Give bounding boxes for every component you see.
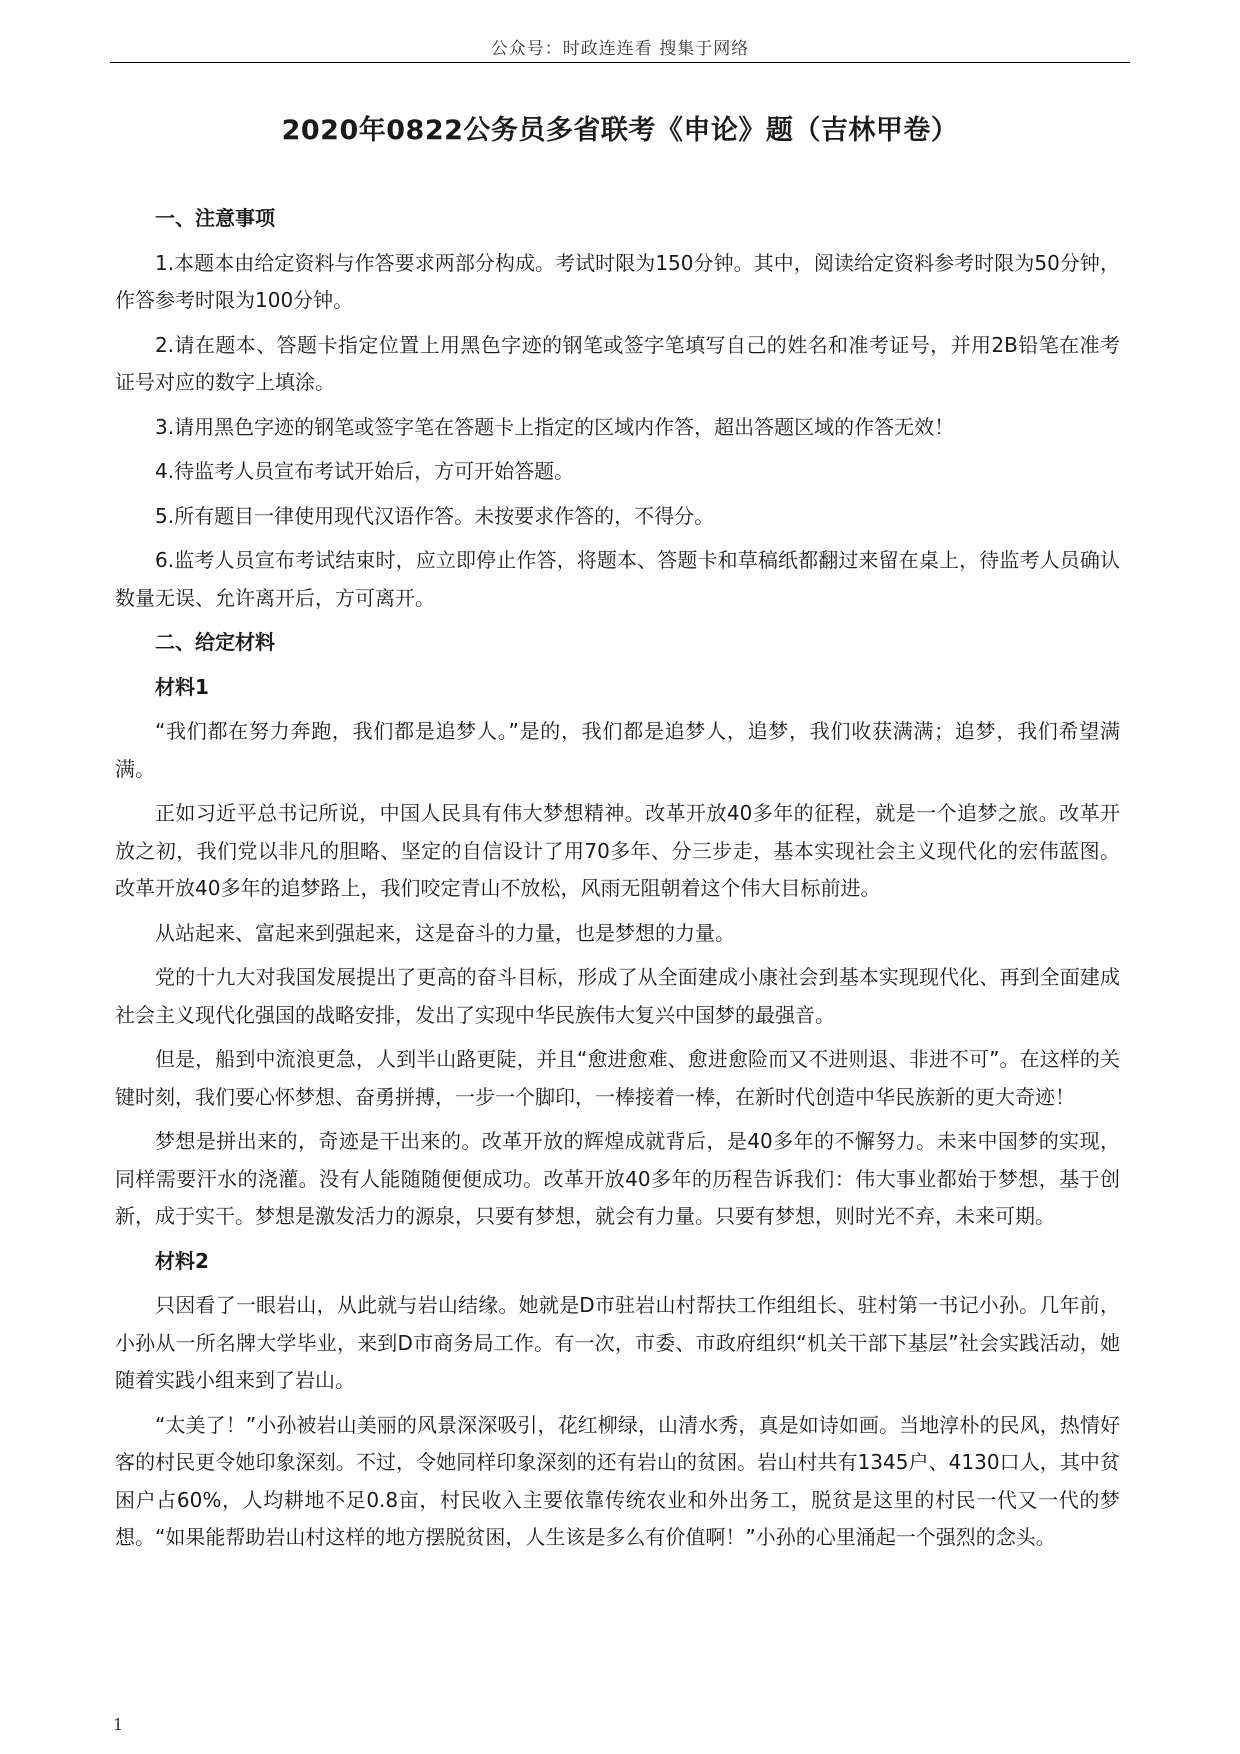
notice-item: 4.待监考人员宣布考试开始后，方可开始答题。 (155, 459, 575, 483)
page-header: 公众号：时政连连看 搜集于网络 (490, 39, 750, 59)
paragraph: “我们都在努力奔跑，我们都是追梦人。”是的，我们都是追梦人，追梦，我们收获满满；追梦，我们希望满满。 (115, 719, 1120, 781)
notice-item: 2.请在题本、答题卡指定位置上用黑色字迹的钢笔或签字笔填写自己的姓名和准考证号，并用2B铅笔在准考证号对应的数字上填涂。 (115, 332, 1120, 394)
header-divider (110, 62, 1130, 63)
page-number: 1 (113, 1715, 124, 1734)
document-body (115, 200, 1120, 1564)
document-title: 2020年0822公务员多省联考《申论》题（吉林甲卷） (281, 115, 959, 146)
paragraph: 正如习近平总书记所说，中国人民具有伟大梦想精神。改革开放40多年的征程，就是一个追梦之旅。改革开放之初，我们党以非凡的胆略、坚定的自信设计了用70多年、分三步走，基本实现社会主义现代化的宏伟蓝图。改革开放40多年的追梦路上，我们咬定青山不放松，风雨无阻朝着这个伟大目标前进。 (115, 801, 1120, 900)
section-heading-materials: 二、给定材料 (155, 630, 275, 654)
section-heading-notes: 一、注意事项 (155, 206, 275, 230)
material-1-heading: 材料1 (155, 674, 209, 699)
paragraph: 梦想是拼出来的，奇迹是干出来的。改革开放的辉煌成就背后，是40多年的不懈努力。未来中国梦的实现，同样需要汗水的浇灌。没有人能随随便便成功。改革开放40多年的历程告诉我们：伟大事业都始于梦想，基于创新，成于实干。梦想是激发活力的源泉，只要有梦想，就会有力量。只要有梦想，则时光不弃，未来可期。 (115, 1129, 1120, 1228)
paragraph: 但是，船到中流浪更急，人到半山路更陡，并且“愈进愈难、愈进愈险而又不进则退、非进不可”。在这样的关键时刻，我们要心怀梦想、奋勇拼搏，一步一个脚印，一棒接着一棒，在新时代创造中华民族新的更大奇迹！ (115, 1047, 1120, 1109)
paragraph: 从站起来、富起来到强起来，这是奋斗的力量，也是梦想的力量。 (155, 920, 735, 945)
material-2-heading: 材料2 (155, 1248, 209, 1273)
paragraph: “太美了！”小孙被岩山美丽的风景深深吸引，花红柳绿，山清水秀，真是如诗如画。当地淳朴的民风，热情好客的村民更令她印象深刻。不过，令她同样印象深刻的还有岩山的贫困。岩山村共有1345户、4130口人，其中贫困户占60%，人均耕地不足0.8亩，村民收入主要依靠传统农业和外出务工，脱贫是这里的村民一代又一代的梦想。“如果能帮助岩山村这样的地方摆脱贫困，人生该是多么有价值啊！”小孙的心里涌起一个强烈的念头。 (115, 1412, 1120, 1549)
notice-item: 1.本题本由给定资料与作答要求两部分构成。考试时限为150分钟。其中，阅读给定资料参考时限为50分钟，作答参考时限为100分钟。 (115, 250, 1120, 312)
notice-item: 3.请用黑色字迹的钢笔或签字笔在答题卡上指定的区域内作答，超出答题区域的作答无效！ (155, 414, 955, 439)
notice-item: 5.所有题目一律使用现代汉语作答。未按要求作答的，不得分。 (155, 503, 715, 528)
paragraph: 党的十九大对我国发展提出了更高的奋斗目标，形成了从全面建成小康社会到基本实现现代化、再到全面建成社会主义现代化强国的战略安排，发出了实现中华民族伟大复兴中国梦的最强音。 (115, 965, 1120, 1027)
notice-item: 6.监考人员宣布考试结束时，应立即停止作答，将题本、答题卡和草稿纸都翻过来留在桌上，待监考人员确认数量无误、允许离开后，方可离开。 (115, 548, 1120, 610)
paragraph: 只因看了一眼岩山，从此就与岩山结缘。她就是D市驻岩山村帮扶工作组组长、驻村第一书记小孙。几年前，小孙从一所名牌大学毕业，来到D市商务局工作。有一次，市委、市政府组织“机关干部下基层”社会实践活动，她随着实践小组来到了岩山。 (115, 1293, 1120, 1392)
